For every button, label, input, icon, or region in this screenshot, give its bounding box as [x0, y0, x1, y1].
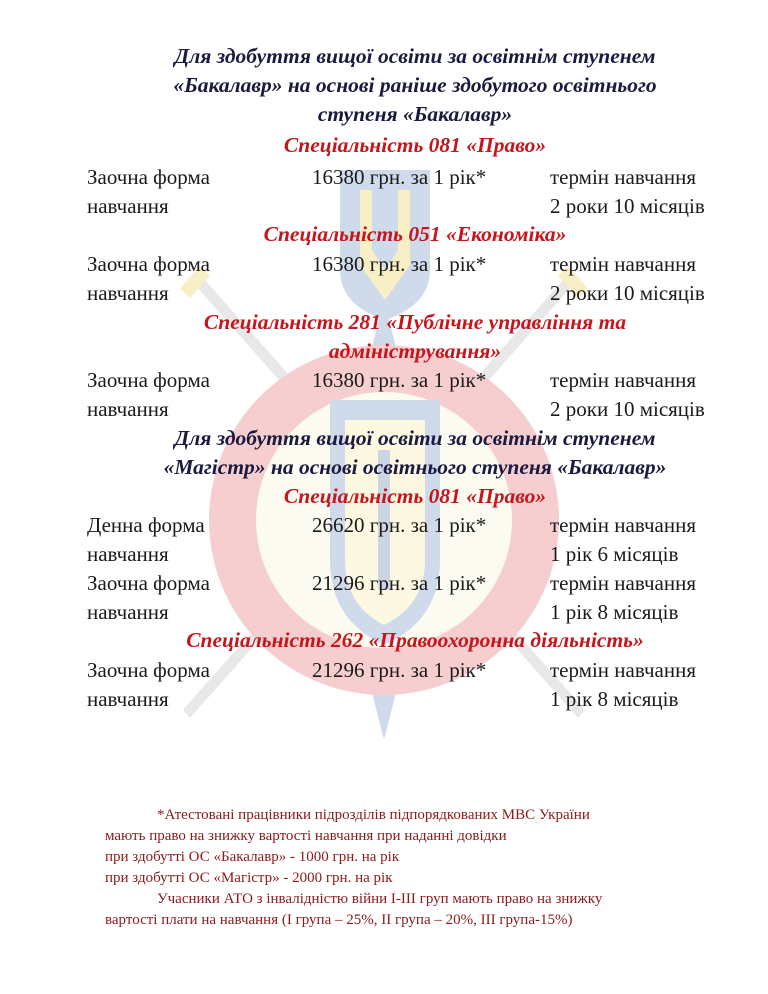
study-term: [550, 511, 696, 569]
study-form: [87, 366, 247, 424]
tuition-price: 16380 грн. за 1 рік*: [312, 368, 487, 392]
study-term-label: термін навчання: [550, 252, 696, 276]
heading-line: «Бакалавр» на основі раніше здобутого освітнього: [173, 73, 657, 97]
footnotes: [105, 805, 705, 931]
study-term-value: 1 рік 8 місяців: [550, 687, 679, 711]
heading-line: Для здобуття вищої освіти за освітнім ступенем: [174, 426, 656, 450]
specialty-title-line: Спеціальність 262 «Правоохоронна діяльність»: [186, 628, 644, 652]
specialty-title: [70, 308, 760, 366]
tuition-price: 26620 грн. за 1 рік*: [312, 513, 487, 537]
bachelor-heading: [70, 42, 760, 129]
footnote-line: *Атестовані працівники підрозділів підпорядкованих МВС України: [157, 807, 590, 823]
study-term-label: термін навчання: [550, 368, 696, 392]
study-form: [87, 163, 247, 221]
study-term-value: 2 роки 10 місяців: [550, 397, 705, 421]
specialty-title: [70, 482, 760, 511]
study-form-line: навчання: [87, 397, 169, 421]
study-form-line: Заочна форма: [87, 658, 210, 682]
study-form-line: навчання: [87, 281, 169, 305]
footnote-line: вартості плати на навчання (I група – 25%, II група – 20%, III група-15%): [105, 912, 573, 928]
study-term-label: термін навчання: [550, 165, 696, 189]
study-form-line: Заочна форма: [87, 368, 210, 392]
specialty-title-line: Спеціальність 281 «Публічне управління та: [203, 310, 627, 334]
tuition-row: [87, 511, 747, 569]
study-term-value: 2 роки 10 місяців: [550, 194, 705, 218]
tuition-price: 21296 грн. за 1 рік*: [312, 571, 487, 595]
study-term: [550, 250, 705, 308]
tuition-price: 16380 грн. за 1 рік*: [312, 165, 487, 189]
specialty-title-line: адміністрування»: [328, 339, 502, 363]
study-form-line: Денна форма: [87, 513, 205, 537]
specialty-title-line: Спеціальність 051 «Економіка»: [263, 222, 567, 246]
specialty-title: [70, 131, 760, 160]
tuition-row: [87, 163, 747, 221]
study-form-line: навчання: [87, 600, 169, 624]
study-term-value: 1 рік 6 місяців: [550, 542, 679, 566]
heading-line: «Магістр» на основі освітнього ступеня «Бакалавр»: [163, 455, 667, 479]
specialty-title: [70, 626, 760, 655]
tuition-row: [87, 656, 747, 714]
study-form-line: Заочна форма: [87, 252, 210, 276]
study-form: [87, 250, 247, 308]
study-form: [87, 511, 247, 569]
footnote-line: при здобутті ОС «Магістр» - 2000 грн. на рік: [105, 870, 393, 886]
tuition-row: [87, 366, 747, 424]
study-term: [550, 656, 696, 714]
study-form-line: навчання: [87, 194, 169, 218]
study-term-value: 1 рік 8 місяців: [550, 600, 679, 624]
tuition-row: [87, 250, 747, 308]
heading-line: Для здобуття вищої освіти за освітнім ступенем: [174, 44, 656, 68]
tuition-price: 21296 грн. за 1 рік*: [312, 658, 487, 682]
footnote-line: мають право на знижку вартості навчання при наданні довідки: [105, 828, 507, 844]
study-form-line: Заочна форма: [87, 165, 210, 189]
study-form-line: навчання: [87, 687, 169, 711]
study-term: [550, 569, 696, 627]
study-term-label: термін навчання: [550, 513, 696, 537]
tuition-price: 16380 грн. за 1 рік*: [312, 252, 487, 276]
heading-line: ступеня «Бакалавр»: [317, 102, 513, 126]
specialty-title: [70, 220, 760, 249]
master-heading: [70, 424, 760, 482]
specialty-title-line: Спеціальність 081 «Право»: [283, 133, 547, 157]
study-term: [550, 366, 705, 424]
tuition-row: [87, 569, 747, 627]
footnote-line: при здобутті ОС «Бакалавр» - 1000 грн. на рік: [105, 849, 400, 865]
study-term-value: 2 роки 10 місяців: [550, 281, 705, 305]
study-term: [550, 163, 705, 221]
study-form-line: навчання: [87, 542, 169, 566]
specialty-title-line: Спеціальність 081 «Право»: [283, 484, 547, 508]
study-term-label: термін навчання: [550, 571, 696, 595]
study-form: [87, 569, 247, 627]
study-form-line: Заочна форма: [87, 571, 210, 595]
study-form: [87, 656, 247, 714]
study-term-label: термін навчання: [550, 658, 696, 682]
footnote-line: Учасники АТО з інвалідністю війни I-III груп мають право на знижку: [157, 891, 603, 907]
